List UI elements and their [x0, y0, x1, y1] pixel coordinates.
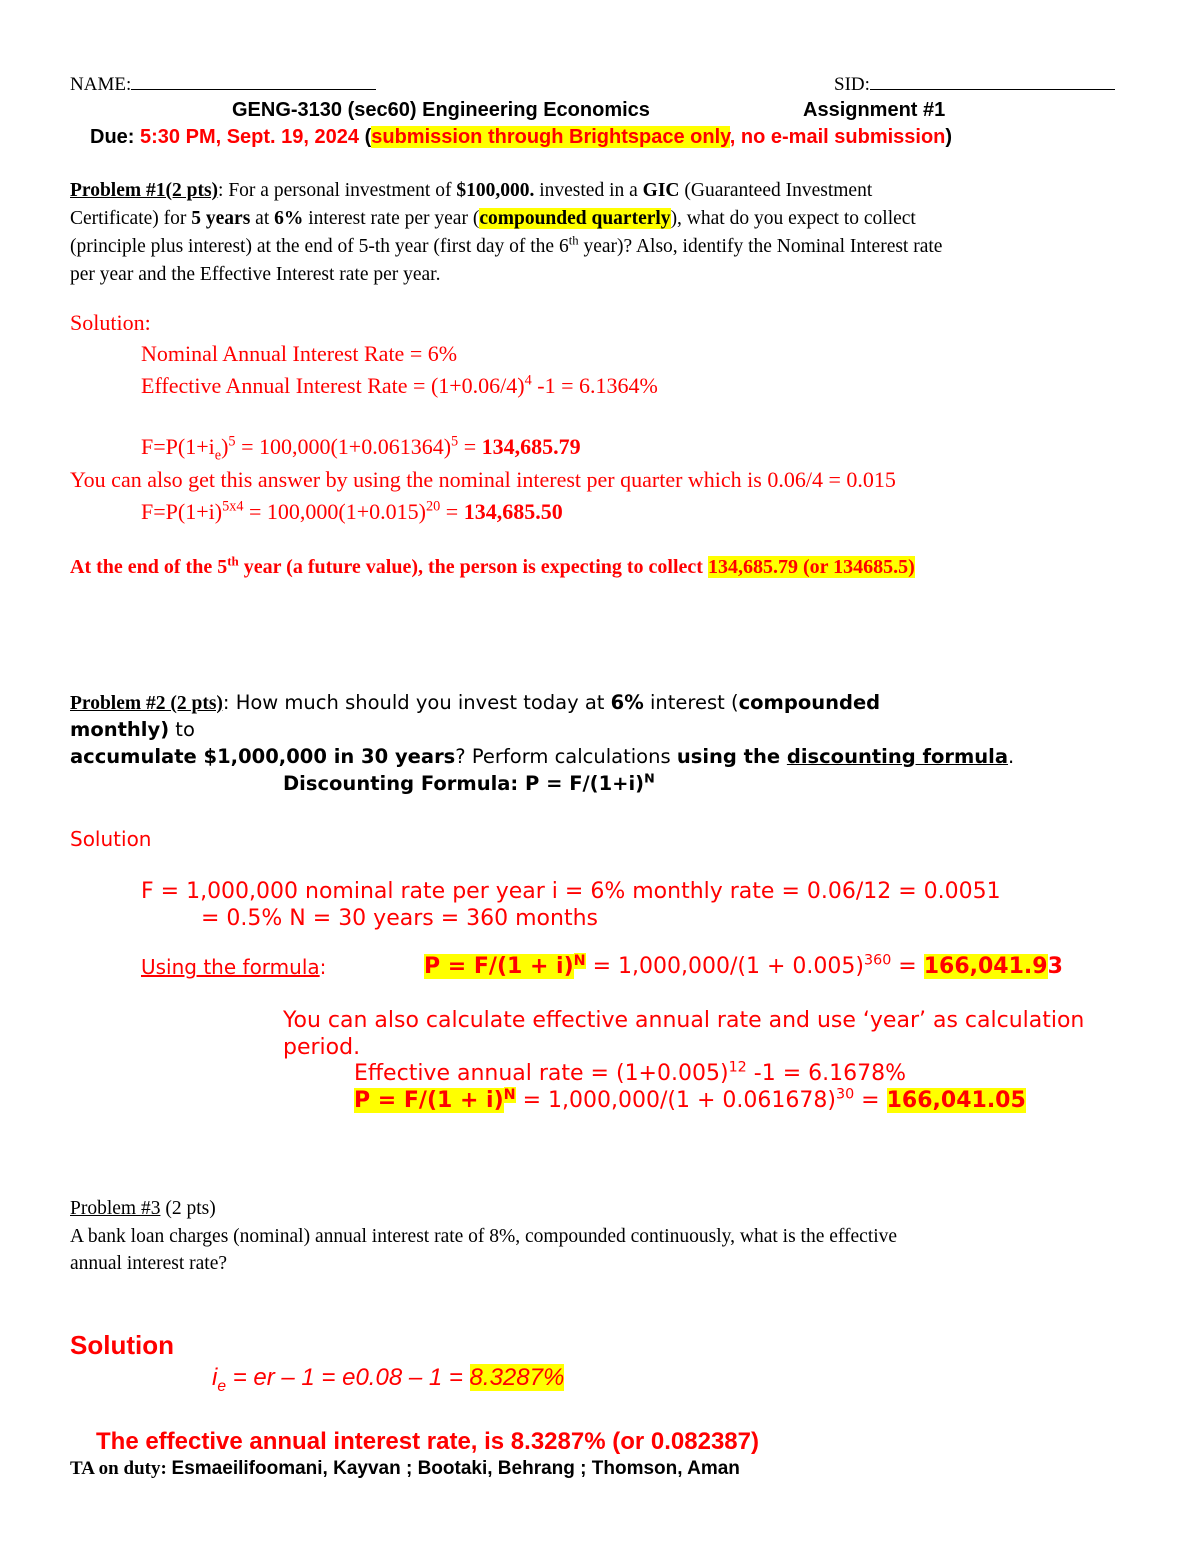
discounting-formula-link: discounting formula — [786, 745, 1009, 768]
nominal-rate: Nominal Annual Interest Rate = 6% — [141, 341, 458, 366]
sid-blank[interactable] — [870, 89, 1115, 90]
conclusion-highlight: 134,685.79 (or 134685.5) — [707, 556, 915, 578]
using-formula-label: Using the formula: — [141, 955, 327, 979]
pv-result-2: 166,041.05 — [886, 1088, 1026, 1113]
problem-1-line-3: (principle plus interest) at the end of 5-th year (first day of the 6th year)? Also, identify the Nominal Interest rate — [70, 233, 943, 257]
no-email-note: , no e-mail submission — [729, 126, 946, 148]
alt-note-line-1: You can also calculate effective annual rate and use ‘year’ as calculation — [283, 1008, 1085, 1033]
due-time: 5:30 PM, Sept. 19, 2024 — [140, 126, 360, 148]
problem-1-line-4: per year and the Effective Interest rate per year. — [70, 264, 441, 285]
problem-1-title: Problem #1(2 pts) — [70, 180, 219, 201]
problem-2-line-3: accumulate $1,000,000 in 30 years? Perform calculations using the discounting formula. — [70, 745, 1015, 768]
course-title: GENG-3130 (sec60) Engineering Economics — [232, 99, 650, 121]
problem-1-solution-label: Solution: — [70, 310, 151, 335]
discounting-formula: Discounting Formula: $P = F/(1+i)^N$ — [283, 770, 655, 795]
problem-1-line-2: Certificate) for 5 years at 6% interest rate per year (compounded quarterly), what do you expect to collect — [70, 208, 916, 229]
problem-3-solution-label: Solution — [70, 1330, 174, 1360]
ta-on-duty — [70, 1458, 740, 1480]
pv-result-1: 166,041.9 — [923, 954, 1048, 979]
given-values-line-1: F = 1,000,000 nominal rate per year i = 6% monthly rate = 0.06/12 = 0.0051 — [141, 879, 1001, 904]
name-label: NAME: — [70, 74, 132, 95]
ta-names: Esmaeilifoomani, Kayvan ; Bootaki, Behrang ; Thomson, Aman — [171, 1458, 740, 1479]
alt-method-note: You can also get this answer by using the nominal interest per quarter which is 0.06/4 = 0.015 — [70, 467, 896, 492]
problem-1-conclusion: At the end of the 5th year (a future value), the person is expecting to collect 134,685.79 (or 134685.5) — [70, 553, 915, 578]
present-value-formula-1: $P = F/(1 + i)^N = 1,000,000/(1 + 0.005)^{360} = 166,041.93$ — [424, 952, 1063, 979]
sid-label: SID: — [834, 74, 870, 95]
compounded-quarterly: compounded quarterly — [479, 208, 671, 229]
given-values-line-2: = 0.5% N = 30 years = 360 months — [201, 906, 598, 931]
fv-result-2: 134,685.50 — [463, 499, 563, 524]
problem-2-line-2: monthly) to — [70, 718, 195, 741]
name-blank[interactable] — [131, 89, 376, 90]
effective-rate: Effective Annual Interest Rate = $(1+0.06/4)^4$ -1 = 6.1364% — [141, 372, 658, 398]
problem-3-question-2: annual interest rate? — [70, 1253, 227, 1274]
ta-label: TA on duty: — [70, 1458, 172, 1479]
problem-2-title: Problem #2 (2 pts) — [70, 693, 223, 714]
problem-3-title: Problem #3 — [70, 1198, 161, 1219]
name-field — [70, 74, 376, 96]
future-value-formula-1: $F=P(1+i_e)^5 = 100,000(1+0.061364)^5 = 134,685.79$ — [141, 433, 581, 464]
due-label: Due: — [90, 126, 135, 148]
effective-rate-equation: $i_e$ = er – 1 = e0.08 – 1 = 8.3287% — [212, 1364, 565, 1395]
alt-note-line-2: period. — [283, 1035, 361, 1060]
effective-rate-result: 8.3287% — [469, 1364, 565, 1391]
present-value-formula-2: $P = F/(1 + i)^N = 1,000,000/(1 + 0.061678)^{30} = 166,041.05$ — [354, 1086, 1026, 1113]
due-line: Due: 5:30 PM, Sept. 19, 2024 (submission through Brightspace only, no e-mail submission) — [90, 126, 953, 148]
problem-3-conclusion: The effective annual interest rate, is 8.3287% (or 0.082387) — [96, 1428, 759, 1455]
problem-2-solution-label: Solution — [70, 827, 152, 851]
submission-note: submission through Brightspace only — [371, 126, 730, 148]
problem-3-heading: Problem #3 (2 pts) — [70, 1198, 216, 1219]
problem-3-question-1: A bank loan charges (nominal) annual interest rate of 8%, compounded continuously, what is the effective — [70, 1226, 898, 1247]
fv-result-1: 134,685.79 — [481, 434, 581, 459]
problem-1-line-1: Problem #1(2 pts): For a personal investment of $100,000. invested in a GIC (Guaranteed Investment — [70, 180, 873, 201]
assignment-title: Assignment #1 — [803, 99, 946, 121]
problem-2-line-1: Problem #2 (2 pts): How much should you invest today at 6% interest (compounded — [70, 691, 881, 714]
effective-annual-rate: Effective annual rate = $(1+0.005)^{12}$ -1 = 6.1678% — [354, 1059, 906, 1086]
sid-field — [834, 74, 1115, 96]
future-value-formula-2: $F=P(1+i)^{5x4} = 100,000(1+0.015)^{20} = 134,685.50$ — [141, 498, 563, 524]
